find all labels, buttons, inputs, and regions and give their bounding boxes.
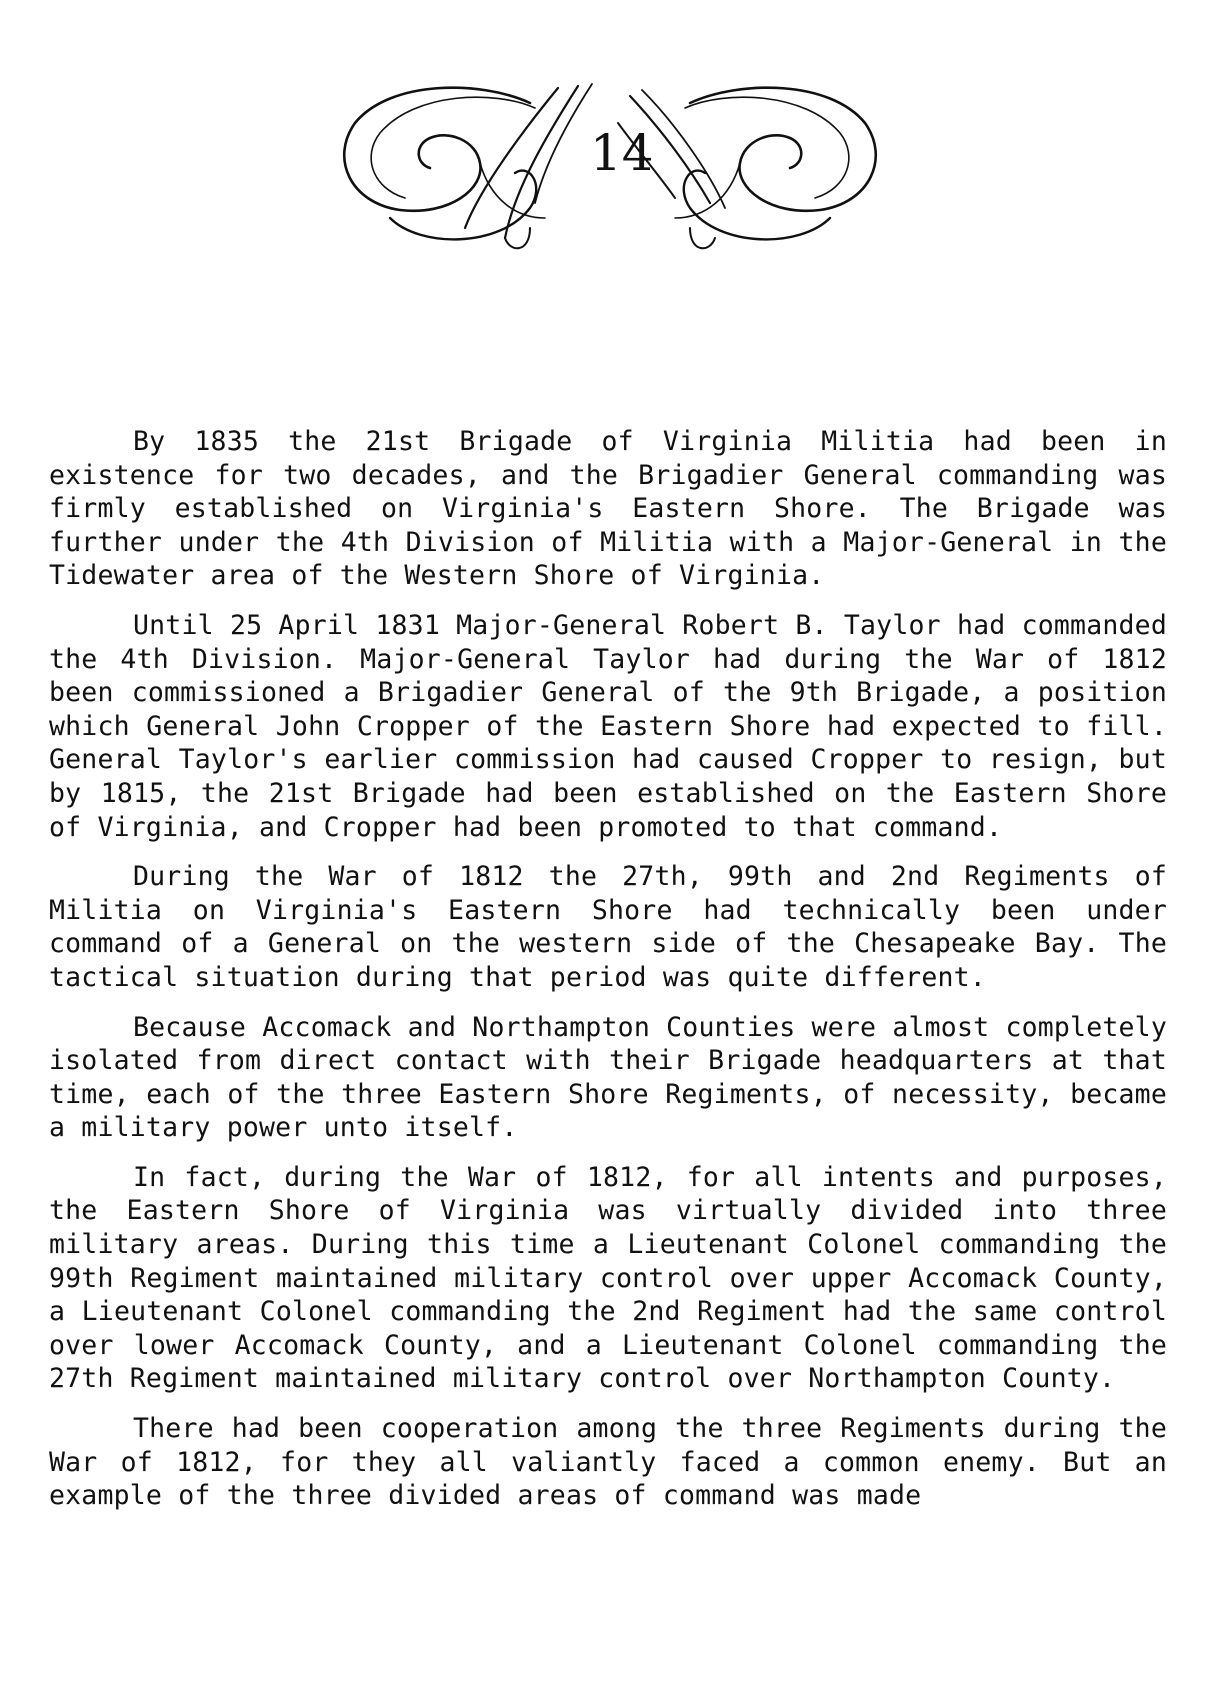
paragraph: There had been cooperation among the three Regiments during the War of 1812, for they all valiantly faced a common enemy. But an example of the three divided areas of command was made	[49, 1413, 1167, 1512]
paragraph: Because Accomack and Northampton Counties were almost completely isolated from direct contact with their Brigade headquarters at that time, each of the three Eastern Shore Regiments, of necessity, became a military power unto itself.	[49, 1011, 1167, 1144]
paragraph: During the War of 1812 the 27th, 99th and 2nd Regiments of Militia on Virginia's Eastern Shore had technically been under command of a General on the western side of the Chesapeake Bay. The tactical situation during that period was quite different.	[49, 861, 1167, 993]
paragraph: By 1835 the 21st Brigade of Virginia Militia had been in existence for two decades, and the Brigadier General commanding was firmly established on Virginia's Eastern Shore. The Brigade was further under the 4th Division of Militia with a Major-General in the Tidewater area of the Western Shore of Virginia.	[49, 426, 1167, 592]
scroll-flourish-icon	[330, 78, 890, 253]
chapter-number: 14	[590, 124, 654, 182]
chapter-body	[49, 425, 1167, 1529]
paragraph: Until 25 April 1831 Major-General Robert B. Taylor had commanded the 4th Division. Major-General Taylor had during the War of 1812 been commissioned a Brigadier General of the 9th Brigade, a position which General John Cropper of the Eastern Shore had expected to fill. General Taylor's earlier commission had caused Cropper to resign, but by 1815, the 21st Brigade had been established on the Eastern Shore of Virginia, and Cropper had been promoted to that command.	[49, 609, 1167, 843]
chapter-ornament	[330, 78, 890, 253]
paragraph: In fact, during the War of 1812, for all intents and purposes, the Eastern Shore of Virginia was virtually divided into three military areas. During this time a Lieutenant Colonel commanding the 99th Regiment maintained military control over upper Accomack County, a Lieutenant Colonel commanding the 2nd Regiment had the same control over lower Accomack County, and a Lieutenant Colonel commanding the 27th Regiment maintained military control over Northampton County.	[49, 1161, 1167, 1395]
